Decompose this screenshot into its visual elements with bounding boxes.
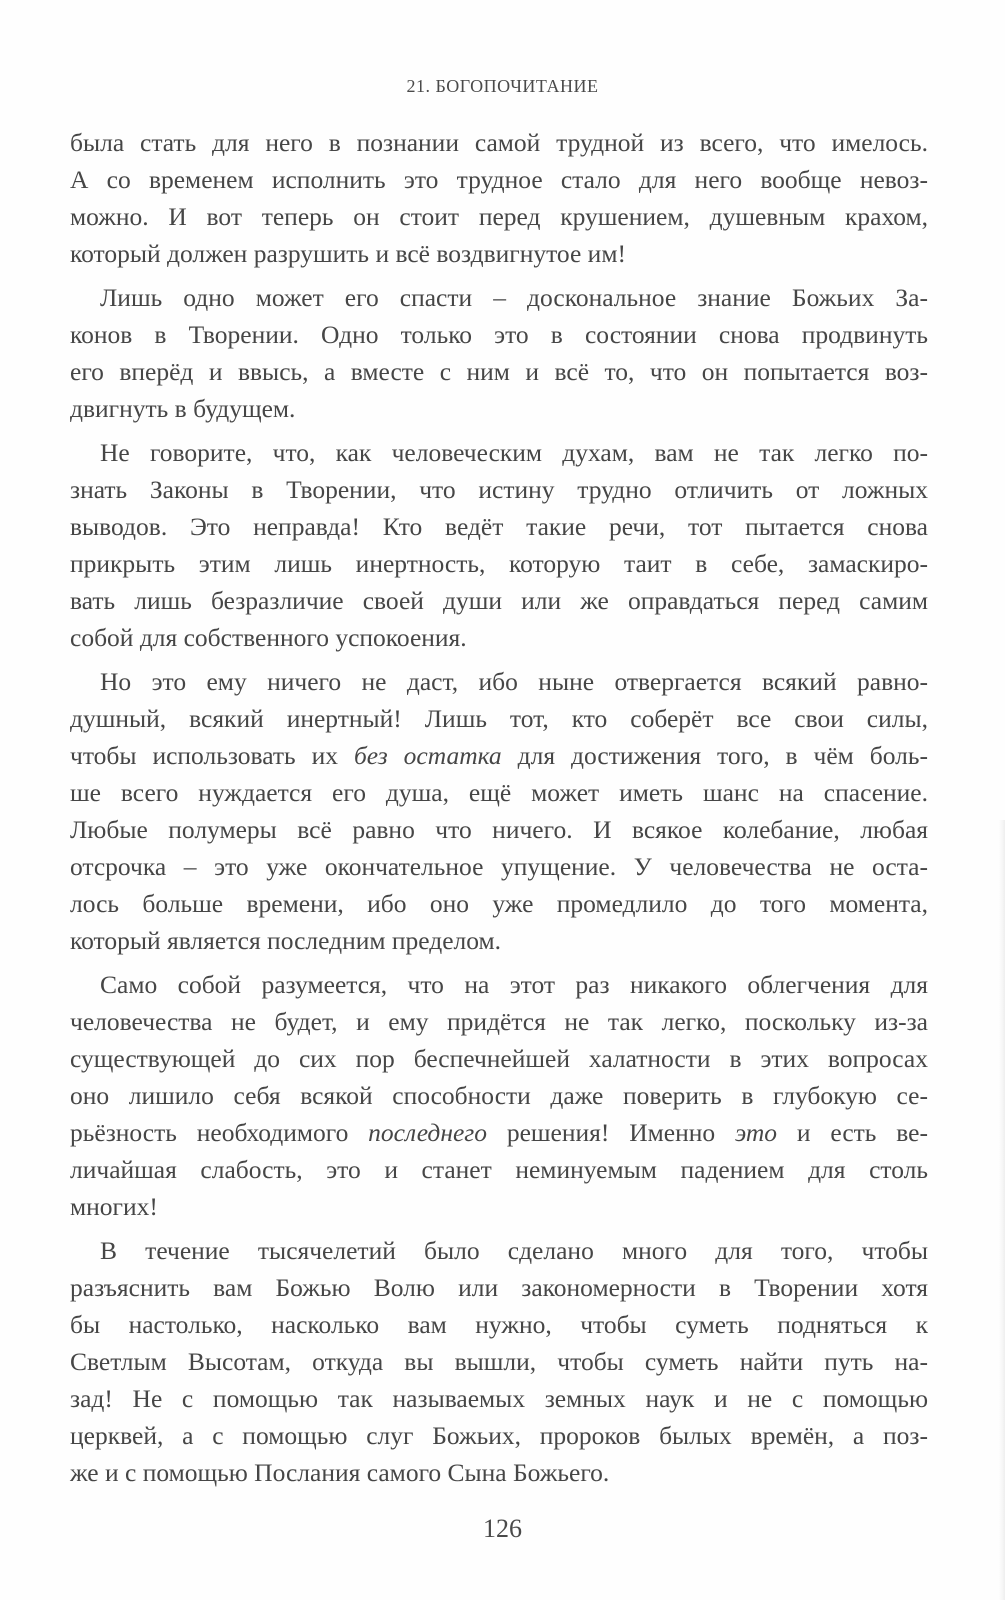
text-line: разъяснить вам Божью Волю или закономерности в Творении хотя bbox=[70, 1273, 928, 1302]
text-line: двигнуть в будущем. bbox=[70, 394, 296, 423]
text-line: отсрочка – это уже окончательное упущение. У человечества не оста- bbox=[70, 852, 928, 881]
text-line: Не говорите, что, как человеческим духам, вам не так легко по- bbox=[100, 438, 928, 467]
text-line: вать лишь безразличие своей души или же оправдаться перед самим bbox=[70, 586, 928, 615]
text-line: Само собой разумеется, что на этот раз никакого облегчения для bbox=[100, 970, 928, 999]
text-line: лось больше времени, ибо оно уже промедлило до того момента, bbox=[70, 889, 928, 918]
text-line: Любые полумеры всё равно что ничего. И всякое колебание, любая bbox=[70, 815, 928, 844]
text-line: чтобы использовать их без остатка для достижения того, в чём боль- bbox=[70, 741, 928, 770]
body-text bbox=[70, 124, 928, 1491]
text-line: который должен разрушить и всё воздвигнутое им! bbox=[70, 239, 626, 268]
text-line: Светлым Высотам, откуда вы вышли, чтобы суметь найти путь на- bbox=[70, 1347, 928, 1376]
text-line: была стать для него в познании самой трудной из всего, что имелось. bbox=[70, 128, 928, 157]
text-line: прикрыть этим лишь инертность, которую таит в себе, замаскиро- bbox=[70, 549, 928, 578]
text-line: зад! Не с помощью так называемых земных наук и не с помощью bbox=[70, 1384, 928, 1413]
text-line: душный, всякий инертный! Лишь тот, кто соберёт все свои силы, bbox=[70, 704, 928, 733]
emphasis-text: это bbox=[734, 1118, 778, 1147]
text-line: В течение тысячелетий было сделано много для того, чтобы bbox=[100, 1236, 928, 1265]
paragraph bbox=[70, 124, 928, 272]
text-line: ше всего нуждается его душа, ещё может иметь шанс на спасение. bbox=[70, 778, 928, 807]
text-line: знать Законы в Творении, что истину трудно отличить от ложных bbox=[70, 475, 928, 504]
emphasis-text: без остатка bbox=[353, 741, 502, 770]
paragraph bbox=[70, 279, 928, 427]
text-line: рьёзность необходимого последнего решения! Именно это и есть ве- bbox=[70, 1118, 928, 1147]
text-line: выводов. Это неправда! Кто ведёт такие речи, тот пытается снова bbox=[70, 512, 928, 541]
text-line: же и с помощью Послания самого Сына Божьего. bbox=[70, 1458, 610, 1487]
page-edge-shadow bbox=[999, 820, 1005, 1600]
paragraph bbox=[70, 966, 928, 1225]
text-line: существующей до сих пор беспечнейшей халатности в этих вопросах bbox=[70, 1044, 928, 1073]
text-line: можно. И вот теперь он стоит перед крушением, душевным крахом, bbox=[70, 202, 928, 231]
text-line: его вперёд и ввысь, а вместе с ним и всё то, что он попытается воз- bbox=[70, 357, 928, 386]
page-number: 126 bbox=[483, 1514, 522, 1543]
text-line: собой для собственного успокоения. bbox=[70, 623, 467, 652]
text-line: человечества не будет, и ему придётся не так легко, поскольку из-за bbox=[70, 1007, 928, 1036]
paragraph bbox=[70, 1232, 928, 1491]
text-line: конов в Творении. Одно только это в состоянии снова продвинуть bbox=[70, 320, 928, 349]
text-line: который является последним пределом. bbox=[70, 926, 502, 955]
text-line: оно лишило себя всякой способности даже поверить в глубокую се- bbox=[70, 1081, 928, 1110]
paragraph bbox=[70, 434, 928, 656]
text-line: личайшая слабость, это и станет неминуемым падением для столь bbox=[70, 1155, 928, 1184]
paragraph bbox=[70, 663, 928, 959]
emphasis-text: последнего bbox=[368, 1118, 487, 1147]
text-line: А со временем исполнить это трудное стало для него вообще невоз- bbox=[70, 165, 928, 194]
running-head: 21. БОГОПОЧИТАНИЕ bbox=[406, 76, 599, 96]
text-line: многих! bbox=[70, 1192, 158, 1221]
text-line: церквей, а с помощью слуг Божьих, пророков былых времён, а поз- bbox=[70, 1421, 928, 1450]
text-line: Лишь одно может его спасти – доскональное знание Божьих За- bbox=[100, 283, 928, 312]
text-line: Но это ему ничего не даст, ибо ныне отвергается всякий равно- bbox=[100, 667, 928, 696]
text-line: бы настолько, насколько вам нужно, чтобы суметь подняться к bbox=[70, 1310, 928, 1339]
